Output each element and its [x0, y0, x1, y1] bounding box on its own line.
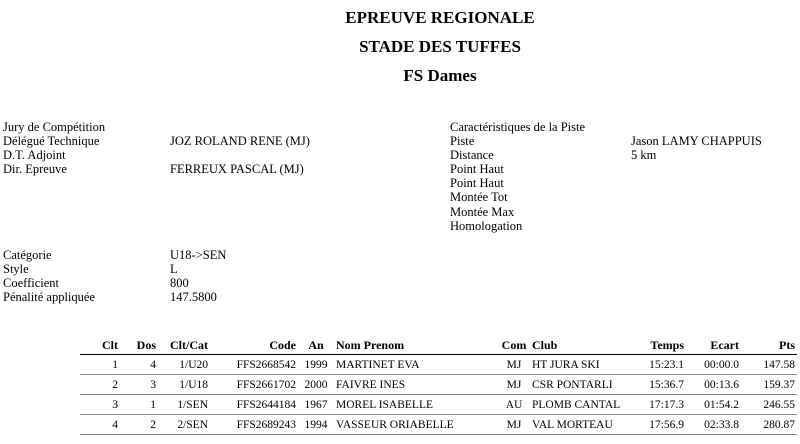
table-row [80, 375, 797, 395]
points-cell: 159.37 [741, 375, 797, 395]
technical-delegate-label: Délégué Technique [3, 134, 100, 148]
gap-cell: 00:00.0 [686, 355, 741, 375]
results-table [80, 336, 797, 435]
committee-cell: MJ [498, 355, 530, 375]
time-cell: 17:56.9 [634, 415, 686, 435]
col-header-bib: Dos [120, 336, 158, 355]
course-value: Jason LAMY CHAPPUIS [631, 134, 762, 148]
name-cell: MOREL ISABELLE [334, 395, 498, 415]
table-row [80, 355, 797, 375]
course-heading: Caractéristiques de la Piste [450, 120, 586, 134]
points-cell: 280.87 [741, 415, 797, 435]
category-value: U18->SEN [170, 248, 227, 262]
event-type-title: EPREUVE REGIONALE [345, 8, 535, 27]
points-cell: 147.58 [741, 355, 797, 375]
max-climb-label: Montée Max [450, 205, 515, 219]
gap-cell: 01:54.2 [686, 395, 741, 415]
coefficient-label: Coefficient [3, 276, 59, 290]
col-header-rank-category: Clt/Cat [158, 336, 210, 355]
code-cell: FFS2689243 [210, 415, 298, 435]
distance-value: 5 km [631, 148, 657, 162]
penalty-value: 147.5800 [170, 290, 217, 304]
rank-category-cell: 1/U20 [158, 355, 210, 375]
col-header-time: Temps [634, 336, 686, 355]
time-cell: 15:23.1 [634, 355, 686, 375]
bib-cell: 2 [120, 415, 158, 435]
club-cell: PLOMB CANTAL [530, 395, 634, 415]
time-cell: 15:36.7 [634, 375, 686, 395]
gap-cell: 02:33.8 [686, 415, 741, 435]
race-director-value: FERREUX PASCAL (MJ) [170, 162, 304, 176]
time-cell: 17:17.3 [634, 395, 686, 415]
rank-cell: 1 [80, 355, 120, 375]
club-cell: HT JURA SKI [530, 355, 634, 375]
high-point-label: Point Haut [450, 162, 504, 176]
year-cell: 1994 [298, 415, 334, 435]
col-header-gap: Ecart [686, 336, 741, 355]
course-label: Piste [450, 134, 475, 148]
col-header-committee: Com [498, 336, 530, 355]
committee-cell: MJ [498, 415, 530, 435]
col-header-points: Pts [741, 336, 797, 355]
code-cell: FFS2661702 [210, 375, 298, 395]
club-cell: CSR PONTARLI [530, 375, 634, 395]
table-row [80, 395, 797, 415]
bib-cell: 4 [120, 355, 158, 375]
total-climb-label: Montée Tot [450, 190, 508, 204]
coefficient-value: 800 [170, 276, 189, 290]
results-header-row [80, 336, 797, 355]
points-cell: 246.55 [741, 395, 797, 415]
rank-category-cell: 1/SEN [158, 395, 210, 415]
year-cell: 2000 [298, 375, 334, 395]
penalty-label: Pénalité appliquée [3, 290, 95, 304]
year-cell: 1967 [298, 395, 334, 415]
bib-cell: 1 [120, 395, 158, 415]
td-assistant-label: D.T. Adjoint [3, 148, 66, 162]
bib-cell: 3 [120, 375, 158, 395]
rank-cell: 2 [80, 375, 120, 395]
technical-delegate-value: JOZ ROLAND RENE (MJ) [170, 134, 310, 148]
col-header-code: Code [210, 336, 298, 355]
col-header-rank: Clt [80, 336, 120, 355]
race-director-label: Dir. Epreuve [3, 162, 67, 176]
distance-label: Distance [450, 148, 494, 162]
rank-category-cell: 2/SEN [158, 415, 210, 435]
venue-title: STADE DES TUFFES [359, 37, 521, 56]
committee-cell: MJ [498, 375, 530, 395]
style-value: L [170, 262, 178, 276]
table-row [80, 415, 797, 435]
jury-heading: Jury de Compétition [3, 120, 106, 134]
homologation-label: Homologation [450, 219, 523, 233]
col-header-year: An [298, 336, 334, 355]
rank-cell: 4 [80, 415, 120, 435]
name-cell: FAIVRE INES [334, 375, 498, 395]
name-cell: VASSEUR ORIABELLE [334, 415, 498, 435]
high-point-label-2: Point Haut [450, 176, 504, 190]
rank-category-cell: 1/U18 [158, 375, 210, 395]
code-cell: FFS2668542 [210, 355, 298, 375]
club-cell: VAL MORTEAU [530, 415, 634, 435]
gap-cell: 00:13.6 [686, 375, 741, 395]
code-cell: FFS2644184 [210, 395, 298, 415]
category-label: Catégorie [3, 248, 52, 262]
col-header-name: Nom Prenom [334, 336, 498, 355]
rank-cell: 3 [80, 395, 120, 415]
name-cell: MARTINET EVA [334, 355, 498, 375]
year-cell: 1999 [298, 355, 334, 375]
committee-cell: AU [498, 395, 530, 415]
col-header-club: Club [530, 336, 634, 355]
race-title: FS Dames [403, 66, 477, 85]
style-label: Style [3, 262, 29, 276]
